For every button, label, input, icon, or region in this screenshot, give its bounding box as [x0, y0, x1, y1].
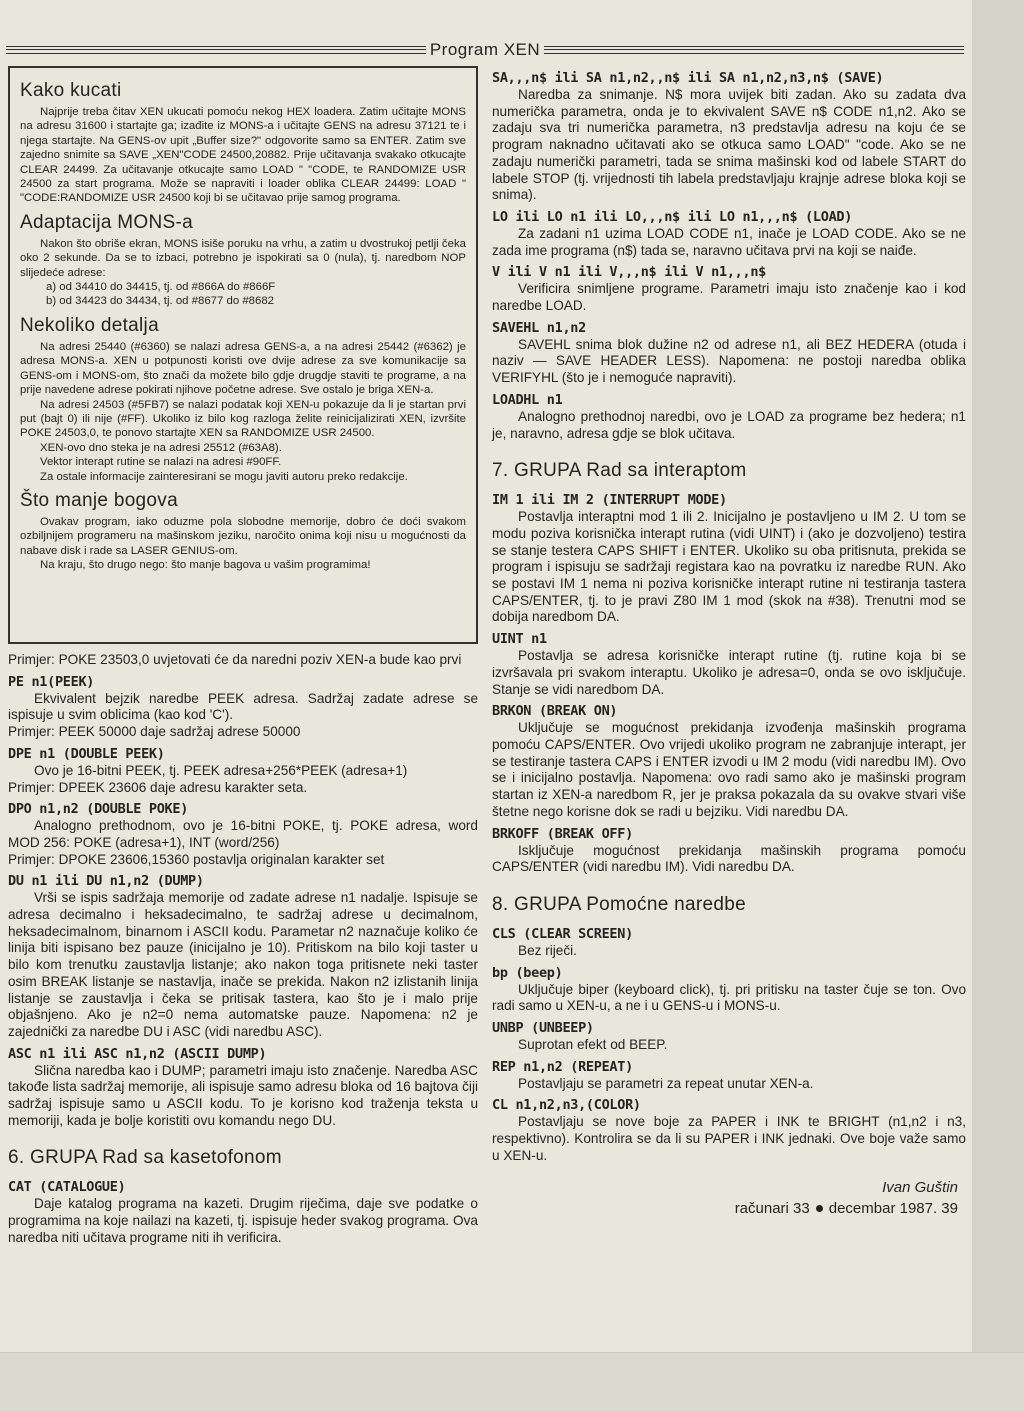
command-heading: SA,,,n$ ili SA n1,n2,,n$ ili SA n1,n2,n3,n$ (SAVE) — [492, 70, 884, 86]
box-heading-bogova: Što manje bogova — [20, 489, 178, 511]
command-heading: BRKOFF (BREAK OFF) — [492, 825, 633, 842]
command-heading: V ili V n1 ili V,,,n$ ili V n1,,,n$ — [492, 264, 766, 281]
body-text: Primjer: POKE 23503,0 uvjetovati će da naredni poziv XEN-a bude kao prvi — [8, 652, 462, 667]
bullet-icon — [816, 1205, 823, 1212]
body-text: Analogno prethodnoj naredbi, ovo je LOAD za programe bez hedera; n1 je, naravno, adresa gdje se blok učitava. — [492, 408, 966, 441]
box-heading-adaptacija: Adaptacija MONS-a — [20, 211, 194, 233]
command-heading: SAVEHL n1,n2 — [492, 319, 586, 336]
command-heading: DU n1 ili DU n1,n2 (DUMP) — [8, 873, 204, 890]
box-paragraph: Vektor interapt rutine se nalazi na adresi #90FF. — [40, 456, 282, 469]
box-paragraph: Nakon što obriše ekran, MONS isiše poruku na vrhu, a zatim u dvostrukoj petlji čeka oko 2 sekunde. Da se to izbaci, potrebno je ispokirati sa 0 (nula), tj. naredbom NOP slijedeće adrese: — [20, 237, 466, 279]
group-heading-8: 8. GRUPA Pomoćne naredbe — [492, 893, 746, 915]
box-paragraph: Ovakav program, iako oduzme pola slobodne memorije, dobro će doći svakom ozbiljnijem programeru na mašinskom jeziku, naročito onima koji nisu u mogućnosti da nabave disk i rade sa LASER GENIUS-om. — [20, 515, 466, 557]
page-edge — [972, 0, 1024, 1411]
body-text: Isključuje mogućnost prekidanja mašinskih programa pomoću CAPS/ENTER (vidi naredbu IM). Vidi naredbu DA. — [492, 842, 966, 875]
body-text: Ovo je 16-bitni PEEK, tj. PEEK adresa+256*PEEK (adresa+1) — [34, 762, 408, 778]
box-heading-kako-kucati: Kako kucati — [20, 80, 122, 101]
body-text: Suprotan efekt od BEEP. — [518, 1037, 668, 1053]
body-text: Verificira snimljene programe. Parametri imaju isto značenje kao i kod naredbe LOAD. — [492, 281, 966, 314]
body-text: Uključuje se mogućnost prekidanja izvođenja mašinskih programa pomoću CAPS/ENTER. Ovo vrijedi ukoliko program ne zabranjuje interapt, jer se testiranje tastera CAPS i ENTER izvodi u IM 2 modu (vidi naredbu IM). Ovo se i inicijalno postavlja. Napomena: ovo radi samo ako je mašinski program startan iz XEN-a naredbom R, jer je praksa pokazala da su ovakve stvari više štetne nego korisne dok se radi u bejziku. Vidi naredbu DA. — [492, 720, 966, 819]
header-rule-left — [6, 46, 426, 54]
body-text: Primjer: PEEK 50000 daje sadržaj adrese 50000 — [8, 724, 301, 740]
page-bottom-margin — [0, 1352, 1024, 1411]
page-header — [6, 38, 964, 62]
footer-date-page: decembar 1987. 39 — [828, 1199, 958, 1217]
body-text: Primjer: DPOKE 23606,15360 postavlja originalan karakter set — [8, 851, 385, 867]
author-signature: Ivan Guštin — [882, 1178, 958, 1196]
command-heading: CL n1,n2,n3,(COLOR) — [492, 1097, 641, 1114]
command-heading: LOADHL n1 — [492, 391, 563, 408]
command-heading: DPE n1 (DOUBLE PEEK) — [8, 745, 165, 762]
body-text: Uključuje biper (keyboard click), tj. pri pritisku na taster čuje se ton. Ovo radi samo u XEN-u, a ne i u GENS-u i MONS-u. — [492, 981, 966, 1014]
right-column — [492, 66, 966, 1217]
command-heading: UINT n1 — [492, 631, 547, 648]
command-heading: LO ili LO n1 ili LO,,,n$ ili LO n1,,,n$ (LOAD) — [492, 208, 853, 225]
header-rule-right — [544, 46, 964, 54]
box-paragraph: Najprije treba čitav XEN ukucati pomoću nekog HEX loadera. Zatim učitajte MONS na adresu 31600 i startajte ga; izađite iz MONS-a i učitajte GENS na adresu 37121 te i njega startajte. Na GENS-ov upit „Buffer size?" odgovorite samo sa ENTER. Zatim sve zajedno snimite sa SAVE „XEN"CODE 24500,20882. Prije učitavanja svakako otkucajte CLEAR 24499. Za učitavanje otkucajte samo LOAD " "CODE, te RANDOMIZE USR 24500 za start programa. Može se napraviti i loader oblika CLEAR 24499: LOAD " "CODE:RANDOMIZE USR 24500 koji bi se učitavao prije samog programa. — [20, 106, 466, 205]
body-text: Naredba za snimanje. N$ mora uvijek biti zadan. Ako su zadata dva numerička parametra, onda je to ekvivalent SAVE n$ CODE n1,n2. Ako se zadaju sva tri numerička parametra, n3 predstavlja adresu na koju će se program naknadno učitavati ako se otkuca samo LOAD" "code. Ako se ne zadaju numerički parametri, tada se snima mašinski kod od labele START do labele STOP (tj. vrijednosti tih labela predstavljaju krajnje adrese bloka koji se snima). — [492, 87, 966, 203]
command-heading: CAT (CATALOGUE) — [8, 1179, 126, 1196]
info-box — [8, 66, 478, 644]
box-paragraph: Na kraju, što drugo nego: što manje bagova u vašim programima! — [40, 559, 371, 572]
body-text: Analogno prethodnom, ovo je 16-bitni POKE, tj. POKE adresa, word MOD 256: POKE (adresa+1), INT (word/256) — [8, 818, 478, 850]
command-heading: ASC n1 ili ASC n1,n2 (ASCII DUMP) — [8, 1045, 267, 1062]
left-column — [8, 66, 478, 1247]
body-text: Bez riječi. — [518, 942, 577, 958]
command-heading: BRKON (BREAK ON) — [492, 703, 618, 720]
command-heading: DPO n1,n2 (DOUBLE POKE) — [8, 801, 189, 818]
command-heading: UNBP (UNBEEP) — [492, 1020, 594, 1037]
body-text: SAVEHL snima blok dužine n2 od adrese n1, ali BEZ HEDERA (otuda i naziv — SAVE HEADER LESS). Napomena: ne postoji naredba oblika VERIFYHL (što je i nemoguće napraviti). — [492, 336, 966, 386]
box-option-a: a) od 34410 do 34415, tj. od #866A do #866F — [46, 281, 276, 294]
page-footer — [492, 1200, 958, 1217]
body-text: Postavljaju se parametri za repeat unutar XEN-a. — [518, 1075, 814, 1091]
footer-magazine: računari 33 — [734, 1199, 810, 1217]
body-text: Primjer: DPEEK 23606 daje adresu karakter seta. — [8, 779, 308, 795]
body-text: Ekvivalent bejzik naredbe PEEK adresa. Sadržaj zadate adrese se ispisuje u svim oblicima (kao kod 'C'). — [8, 690, 478, 723]
box-paragraph: XEN-ovo dno steka je na adresi 25512 (#63A8). — [40, 441, 282, 454]
body-text: Postavlja se adresa korisničke interapt rutine (tj. rutine koja bi se izvršavala pri svakom interaptu. Ukoliko je adresa=0, onda se ovo isključuje. Stanje se vidi naredbom DA. — [492, 648, 966, 697]
body-text: Daje katalog programa na kazeti. Drugim riječima, daje sve podatke o programima na koje nailazi na kazeti, tj. ispisuje heder svakog programa. Ova naredba niti učitava programe niti ih verificira. — [8, 1196, 478, 1245]
command-heading: CLS (CLEAR SCREEN) — [492, 925, 633, 942]
box-paragraph: Na adresi 24503 (#5FB7) se nalazi podatak koji XEN-u pokazuje da li je startan prvi put (bajt 0) ili nije (#FF). Ukoliko iz bilo kog razloga želite reinicijalizirati XEN, izvršite POKE 24503,0, te ponovo startajte XEN sa RANDOMIZE USR 24500. — [20, 398, 466, 440]
command-heading: PE n1(PEEK) — [8, 673, 95, 690]
body-text: Postavlja interaptni mod 1 ili 2. Inicijalno je postavljeno u IM 2. U tom se modu poziva korisnička interapt rutina (vidi UINT) i (ako je dozvoljeno) testira se stanje testera CAPS SHIFT i ENTER. Ukoliko su oba pritisnuta, prekida se program i ispisuju se sadržaji registara kao na povratku iz naredbe RUN. Ako se postavi IM 1 nema ni poziva korisničke interapt rutine ni testiranja tastera CAPS/ENTER, tj. to je pravi Z80 IM 1 mod (skok na #38). Trenutni mod se dobija naredbom DA. — [492, 509, 966, 625]
command-heading: IM 1 ili IM 2 (INTERRUPT MODE) — [492, 492, 727, 509]
box-paragraph: Na adresi 25440 (#6360) se nalazi adresa GENS-a, a na adresi 25442 (#6362) je adresa MONS-a. XEN u potpunosti koristi ove dvije adrese za sve komunikacije sa GENS-om i MONS-om, što znači da možete bilo gdje drugdje staviti te programe, a na prije navedene adrese pokirati njihove početne adrese. Sve ostalo je briga XEN-a. — [20, 340, 466, 397]
box-option-b: b) od 34423 do 34434, tj. od #8677 do #8682 — [46, 295, 275, 308]
page-title: Program XEN — [429, 40, 541, 59]
command-heading: bp (beep) — [492, 964, 563, 981]
command-heading: REP n1,n2 (REPEAT) — [492, 1058, 633, 1075]
group-heading-7: 7. GRUPA Rad sa interaptom — [492, 460, 747, 482]
body-text: Vrši se ispis sadržaja memorije od zadate adrese n1 nadalje. Ispisuje se adresa decimalno i heksadecimalno, te sadržaj adrese u decimalnom, heksadecimalnom, binarnom i ASCII kodu. Parametar n2 naznačuje koliko će linija biti ispisano bez pauze (inicijalno je 10). Pritiskom na bilo koji taster u bilo kom trenutku zaustavlja listanje; ako nakon toga pritisnete neki taster osim BREAK listanje se nastavlja, inače se prekida. Nakon n2 izlistanih linija listanje se zaustavlja i čeka se pritisak tastera, kao što je i malo prije objašnjeno. Ako je n2=0 nema automatske pauze. Napomena: n2 je zajednički za naredbe DU i ASC (vidi naredbu ASC). — [8, 890, 478, 1039]
body-text: Za zadani n1 uzima LOAD CODE n1, inače je LOAD CODE. Ako se ne zada ime programa (n$) tada se, naravno učitava prvi na koji se naiđe. — [492, 225, 966, 258]
body-text: Postavljaju se nove boje za PAPER i INK te BRIGHT (n1,n2 i n3, respektivno). Kontrolira se da li su PAPER i INK jednaki. Ove boje važe samo u XEN-u. — [492, 1114, 966, 1163]
box-heading-detalji: Nekoliko detalja — [20, 314, 159, 336]
group-heading-6: 6. GRUPA Rad sa kasetofonom — [8, 1147, 282, 1169]
box-paragraph: Za ostale informacije zainteresirani se mogu javiti autoru preko redakcije. — [40, 470, 408, 483]
body-text: Slična naredba kao i DUMP; parametri imaju isto značenje. Naredba ASC takođe lista sadržaj memorije, ali ispisuje samo adresu bloka od 16 bajtova čiji sadržaj ispisuje samo u ASCII kodu. To je korisno kod traženja teksta u memoriji, kada je bolje koristiti ovu komandu nego DU. — [8, 1062, 478, 1128]
